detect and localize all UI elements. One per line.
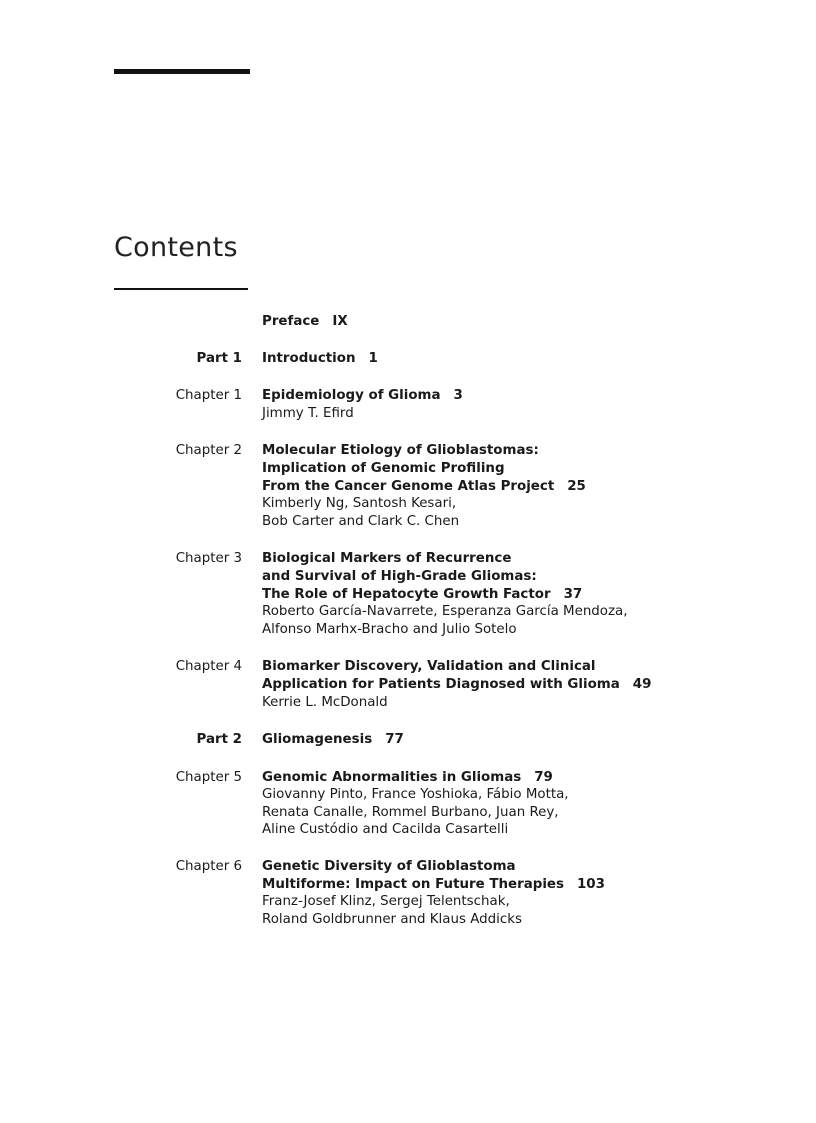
chapter-label: Chapter 2 (175, 443, 242, 459)
page-number: 79 (534, 769, 553, 785)
page-number: 3 (453, 388, 463, 404)
page-title: Contents (114, 232, 238, 263)
page-number: 49 (632, 676, 652, 692)
entry-authors: Kimberly Ng, Santosh Kesari, (262, 496, 457, 512)
entry-title: Epidemiology of Glioma 3 (262, 388, 463, 404)
entry-title: Application for Patients Diagnosed with Glioma 49 (262, 676, 652, 692)
entry-title: Preface IX (262, 314, 348, 329)
entry-title: Introduction 1 (262, 350, 378, 366)
entry-authors: Roberto García-Navarrete, Esperanza García Mendoza, (262, 604, 628, 620)
page-number: 1 (368, 350, 378, 366)
entry-authors: Bob Carter and Clark C. Chen (262, 513, 460, 529)
entry-title-line: Molecular Etiology of Glioblastomas: (262, 443, 539, 459)
page-number: 77 (385, 732, 404, 748)
entry-authors: Jimmy T. Efird (262, 405, 354, 421)
entry-title-line: Genetic Diversity of Glioblastoma (262, 859, 516, 875)
page-number: IX (332, 314, 348, 329)
title-underline-rule (114, 288, 248, 290)
toc-entry-part-1[interactable] (0, 350, 816, 368)
entry-title: Genomic Abnormalities in Gliomas 79 (262, 769, 553, 785)
entry-authors: Roland Goldbrunner and Klaus Addicks (262, 911, 522, 927)
chapter-label: Chapter 4 (175, 659, 242, 675)
entry-title-line: Implication of Genomic Profiling (262, 460, 505, 476)
entry-authors: Aline Custódio and Cacilda Casartelli (262, 822, 509, 838)
chapter-label: Chapter 6 (175, 859, 242, 875)
entry-title: Gliomagenesis 77 (262, 732, 404, 748)
toc-entry-preface[interactable] (0, 313, 816, 331)
chapter-label: Chapter 3 (175, 551, 242, 567)
toc-entry-chapter-4[interactable] (0, 658, 816, 711)
entry-title: From the Cancer Genome Atlas Project 25 (262, 478, 586, 494)
toc-entry-part-2[interactable] (0, 731, 816, 749)
part-label: Part 2 (196, 732, 242, 748)
entry-authors: Alfonso Marhx-Bracho and Julio Sotelo (262, 621, 517, 637)
entry-authors: Giovanny Pinto, France Yoshioka, Fábio Motta, (262, 787, 569, 803)
toc-entry-chapter-3[interactable] (0, 550, 816, 638)
entry-title: Multiforme: Impact on Future Therapies 103 (262, 876, 605, 892)
part-label: Part 1 (196, 350, 242, 366)
top-decorative-rule (114, 69, 250, 74)
table-of-contents (0, 313, 816, 928)
entry-title: The Role of Hepatocyte Growth Factor 37 (262, 586, 583, 602)
entry-title-line: Biological Markers of Recurrence (262, 551, 512, 567)
entry-authors: Kerrie L. McDonald (262, 694, 388, 710)
entry-title-line: and Survival of High-Grade Gliomas: (262, 568, 537, 584)
entry-authors: Franz-Josef Klinz, Sergej Telentschak, (262, 894, 510, 910)
entry-authors: Renata Canalle, Rommel Burbano, Juan Rey, (262, 804, 559, 820)
chapter-label: Chapter 5 (175, 769, 242, 785)
entry-title-line: Biomarker Discovery, Validation and Clinical (262, 659, 596, 675)
page-number: 37 (563, 586, 583, 602)
toc-entry-chapter-6[interactable] (0, 858, 816, 928)
toc-entry-chapter-2[interactable] (0, 442, 816, 530)
toc-entry-chapter-5[interactable] (0, 769, 816, 839)
toc-entry-chapter-1[interactable] (0, 387, 816, 422)
page-number: 103 (576, 876, 605, 892)
page-number: 25 (567, 478, 586, 494)
chapter-label: Chapter 1 (175, 388, 242, 404)
